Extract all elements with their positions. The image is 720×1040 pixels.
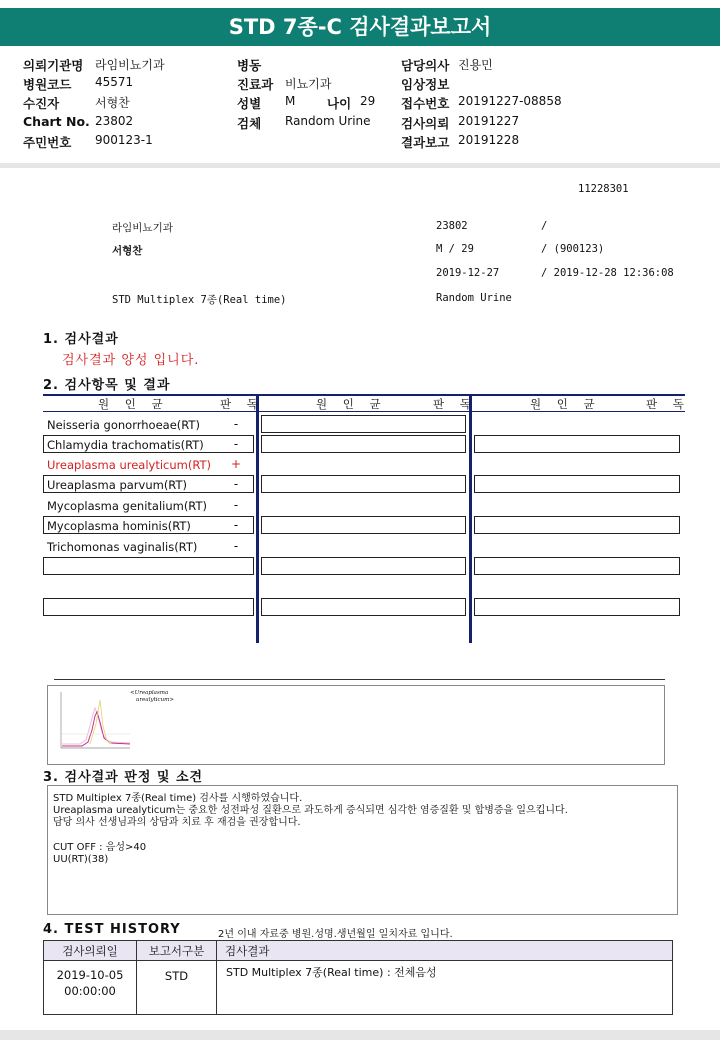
row-box (261, 598, 466, 616)
value-request-date: 20191227 (458, 114, 520, 128)
label-chart-no: Chart No. (23, 114, 90, 129)
summary-clinic: 라임비뇨기과 (112, 222, 173, 234)
value-sex: M (285, 94, 296, 108)
row-box (261, 475, 466, 493)
history-header-result: 검사결과 (217, 941, 672, 961)
label-report-date: 결과보고 (401, 135, 450, 150)
summary-chart: 23802 (436, 220, 468, 232)
amplification-curve-primary (62, 712, 130, 746)
row-box (43, 598, 254, 616)
label-age: 나이 (327, 96, 352, 111)
footer-separator (0, 1030, 720, 1040)
col-header-organism-1: 원 인 균 (98, 397, 169, 411)
organism-result-positive: + (230, 457, 242, 471)
opinion-line: 담당 의사 선생님과의 상담과 치료 후 재검을 권장합니다. (53, 817, 301, 829)
value-age: 29 (360, 94, 376, 108)
opinion-cutoff: CUT OFF : 음성>40 (53, 841, 147, 853)
section4-title: 4. TEST HISTORY (43, 922, 181, 937)
opinion-line: STD Multiplex 7종(Real time) 검사를 시행하였습니다. (53, 793, 303, 804)
row-box (261, 435, 466, 453)
organism-name: Neisseria gonorrhoeae(RT) (47, 418, 200, 432)
value-receipt-no: 20191227-08858 (458, 94, 562, 108)
organism-result: - (233, 437, 239, 451)
grid-divider-1 (256, 394, 259, 643)
label-sex: 성별 (237, 96, 262, 111)
value-chart-no: 23802 (95, 114, 134, 128)
organism-result: - (233, 518, 239, 532)
history-note: 2년 이내 자료중 병원.성명.생년월일 일치자료 입니다. (218, 929, 453, 940)
label-department: 진료과 (237, 77, 274, 92)
row-box (474, 435, 680, 453)
value-clinic: 라임비뇨기과 (95, 58, 165, 72)
value-doctor: 진용민 (458, 58, 493, 72)
row-box (261, 516, 466, 534)
history-header-date: 검사의뢰일 (44, 941, 137, 961)
graph-legend-line1: <Ureaplasma (130, 690, 169, 696)
history-col-line-2 (216, 961, 217, 1015)
section3-title: 3. 검사결과 판정 및 소견 (43, 770, 204, 785)
graph-legend-line2: urealyticum> (136, 697, 174, 703)
graph-top-rule (54, 679, 665, 680)
history-table (43, 940, 673, 1015)
summary-slash: / (541, 220, 548, 232)
report-id: 11228301 (578, 183, 629, 195)
amplification-graph-frame (47, 685, 665, 765)
summary-specimen: Random Urine (436, 292, 512, 304)
col-header-result-3: 판 독 (646, 397, 690, 411)
label-doctor: 담당의사 (401, 58, 450, 73)
summary-report-datetime: / 2019-12-28 12:36:08 (541, 267, 674, 279)
value-resident-no: 900123-1 (95, 133, 153, 147)
value-hospital-code: 45571 (95, 75, 134, 89)
row-box (261, 415, 466, 433)
organism-result: - (233, 498, 239, 512)
label-request-date: 검사의뢰 (401, 116, 450, 131)
amplification-curve-chart (52, 686, 142, 764)
label-clinic: 의뢰기관명 (23, 58, 84, 73)
organism-result: - (233, 477, 239, 491)
col-header-organism-3: 원 인 균 (530, 397, 601, 411)
label-clinical-info: 임상정보 (401, 77, 450, 92)
organism-name: Chlamydia trachomatis(RT) (47, 438, 204, 452)
report-title: STD 7종-C 검사결과보고서 (0, 8, 720, 46)
row-box (261, 557, 466, 575)
summary-sex-age: M / 29 (436, 243, 474, 255)
header-separator (0, 163, 720, 168)
value-patient: 서형찬 (95, 96, 130, 110)
history-row-date-cell (44, 967, 136, 999)
opinion-box (47, 785, 678, 915)
organism-name: Mycoplasma genitalium(RT) (47, 499, 207, 513)
label-specimen: 검체 (237, 116, 262, 131)
summary-test-name: STD Multiplex 7종(Real time) (112, 294, 287, 306)
col-header-result-1: 판 독 (220, 397, 264, 411)
grid-divider-2 (469, 394, 472, 643)
history-header-type: 보고서구분 (137, 941, 217, 961)
row-box (474, 557, 680, 575)
history-row-time: 00:00:00 (64, 984, 116, 998)
summary-patient: 서형찬 (112, 245, 143, 257)
organism-name: Trichomonas vaginalis(RT) (47, 540, 198, 554)
opinion-blank-line (53, 830, 677, 842)
col-header-result-2: 판 독 (433, 397, 477, 411)
value-report-date: 20191228 (458, 133, 520, 147)
organism-result: - (233, 417, 239, 431)
graph-legend (130, 690, 174, 704)
label-patient: 수진자 (23, 96, 60, 111)
patient-info-block (0, 50, 720, 163)
organism-name-positive: Ureaplasma urealyticum(RT) (47, 458, 212, 472)
history-row-type: STD (164, 969, 189, 983)
row-box (474, 516, 680, 534)
section2-title: 2. 검사항목 및 결과 (43, 378, 171, 393)
row-box (43, 557, 254, 575)
row-box (474, 475, 680, 493)
row-box (474, 598, 680, 616)
positive-result-message: 검사결과 양성 입니다. (62, 353, 200, 368)
summary-birth: / (900123) (541, 243, 605, 255)
organism-name: Ureaplasma parvum(RT) (47, 478, 187, 492)
history-row-date: 2019-10-05 (56, 968, 124, 982)
history-row-result: STD Multiplex 7종(Real time) : 전체음성 (226, 966, 437, 979)
col-header-organism-2: 원 인 균 (316, 397, 387, 411)
label-receipt-no: 접수번호 (401, 96, 450, 111)
value-department: 비뇨기과 (285, 77, 332, 91)
organism-result: - (233, 539, 239, 553)
value-specimen: Random Urine (285, 114, 371, 128)
label-resident-no: 주민번호 (23, 135, 72, 150)
section1-title: 1. 검사결과 (43, 332, 119, 347)
label-ward: 병동 (237, 58, 262, 73)
label-hospital-code: 병원코드 (23, 77, 72, 92)
opinion-line: Ureaplasma urealyticum는 중요한 성전파성 질환으로 과도하게 증식되면 심각한 염증질환 및 합병증을 일으킵니다. (53, 805, 568, 817)
summary-request-date: 2019-12-27 (436, 267, 500, 279)
organism-name: Mycoplasma hominis(RT) (47, 519, 191, 533)
opinion-ct-value: UU(RT)(38) (53, 853, 109, 865)
